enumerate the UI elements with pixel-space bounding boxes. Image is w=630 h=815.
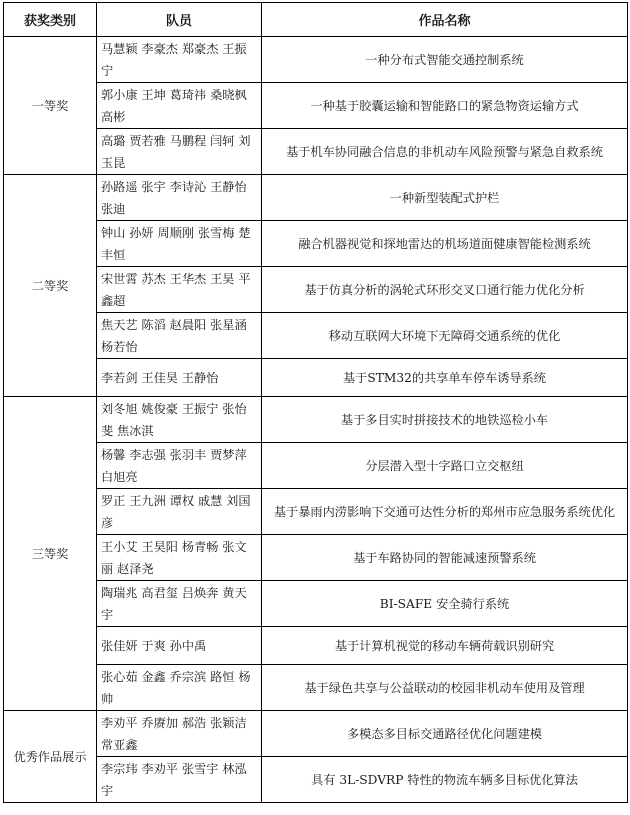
table-row [4,175,628,221]
work-title-cell: 多模态多目标交通路径优化问题建模 [262,711,628,757]
table-row [4,665,628,711]
members-cell: 焦天艺 陈滔 赵晨阳 张星涵 杨若怡 [97,313,262,359]
table-row [4,83,628,129]
members-cell: 钟山 孙妍 周顺刚 张雪梅 楚丰恒 [97,221,262,267]
table-row [4,627,628,665]
table-row [4,221,628,267]
members-cell: 刘冬旭 姚俊豪 王振宁 张怡斐 焦冰淇 [97,397,262,443]
category-cell: 优秀作品展示 [4,711,97,803]
work-title-cell: 移动互联网大环境下无障碍交通系统的优化 [262,313,628,359]
work-title-cell: 基于计算机视觉的移动车辆荷载识别研究 [262,627,628,665]
table-row [4,535,628,581]
header-row [4,3,628,37]
table-row [4,711,628,757]
work-title-cell: 一种新型装配式护栏 [262,175,628,221]
members-cell: 高璐 贾若雅 马鹏程 闫轲 刘玉昆 [97,129,262,175]
work-title-cell: 基于暴雨内涝影响下交通可达性分析的郑州市应急服务系统优化 [262,489,628,535]
work-title-cell: 一种分布式智能交通控制系统 [262,37,628,83]
members-cell: 罗正 王九洲 谭权 戚慧 刘国彦 [97,489,262,535]
work-title-cell: 基于多目实时拼接技术的地铁巡检小车 [262,397,628,443]
category-cell: 一等奖 [4,37,97,175]
category-cell: 三等奖 [4,397,97,711]
table-row [4,757,628,803]
table-row [4,313,628,359]
members-cell: 孙路遥 张宇 李诗沁 王静怡 张迪 [97,175,262,221]
work-title-cell: 具有 3L-SDVRP 特性的物流车辆多目标优化算法 [262,757,628,803]
work-title-cell: 基于仿真分析的涡轮式环形交叉口通行能力优化分析 [262,267,628,313]
work-title-cell: 融合机器视觉和探地雷达的机场道面健康智能检测系统 [262,221,628,267]
members-cell: 张佳妍 于爽 孙中禹 [97,627,262,665]
header-members: 队员 [97,3,262,37]
awards-table [3,2,628,803]
members-cell: 王小艾 王昊阳 杨青畅 张文丽 赵泽尧 [97,535,262,581]
header-work: 作品名称 [262,3,628,37]
work-title-cell: 分层潜入型十字路口立交枢纽 [262,443,628,489]
table-row [4,489,628,535]
table-row [4,359,628,397]
members-cell: 宋世霄 苏杰 王华杰 王昊 平鑫超 [97,267,262,313]
members-cell: 陶瑞兆 高君玺 吕焕奔 黄天宇 [97,581,262,627]
work-title-cell: 一种基于胶囊运输和智能路口的紧急物资运输方式 [262,83,628,129]
work-title-cell: 基于STM32的共享单车停车诱导系统 [262,359,628,397]
members-cell: 杨馨 李志强 张羽丰 贾梦萍 白旭亮 [97,443,262,489]
members-cell: 李若剑 王佳昊 王静怡 [97,359,262,397]
members-cell: 张心茹 金鑫 乔宗滨 路恒 杨帅 [97,665,262,711]
members-cell: 马慧颖 李豪杰 郑豪杰 王振宁 [97,37,262,83]
table-row [4,581,628,627]
members-cell: 李宗玮 李劝平 张雪宇 林泓宇 [97,757,262,803]
work-title-cell: 基于绿色共享与公益联动的校园非机动车使用及管理 [262,665,628,711]
table-row [4,443,628,489]
header-category: 获奖类别 [4,3,97,37]
table-row [4,397,628,443]
work-title-cell: 基于车路协同的智能减速预警系统 [262,535,628,581]
table-row [4,267,628,313]
members-cell: 郭小康 王坤 葛琦祎 桑晓枫 高彬 [97,83,262,129]
table-row [4,129,628,175]
members-cell: 李劝平 乔赓加 郝浩 张颖洁 常亚鑫 [97,711,262,757]
work-title-cell: BI-SAFE 安全骑行系统 [262,581,628,627]
table-row [4,37,628,83]
work-title-cell: 基于机车协同融合信息的非机动车风险预警与紧急自救系统 [262,129,628,175]
category-cell: 二等奖 [4,175,97,397]
